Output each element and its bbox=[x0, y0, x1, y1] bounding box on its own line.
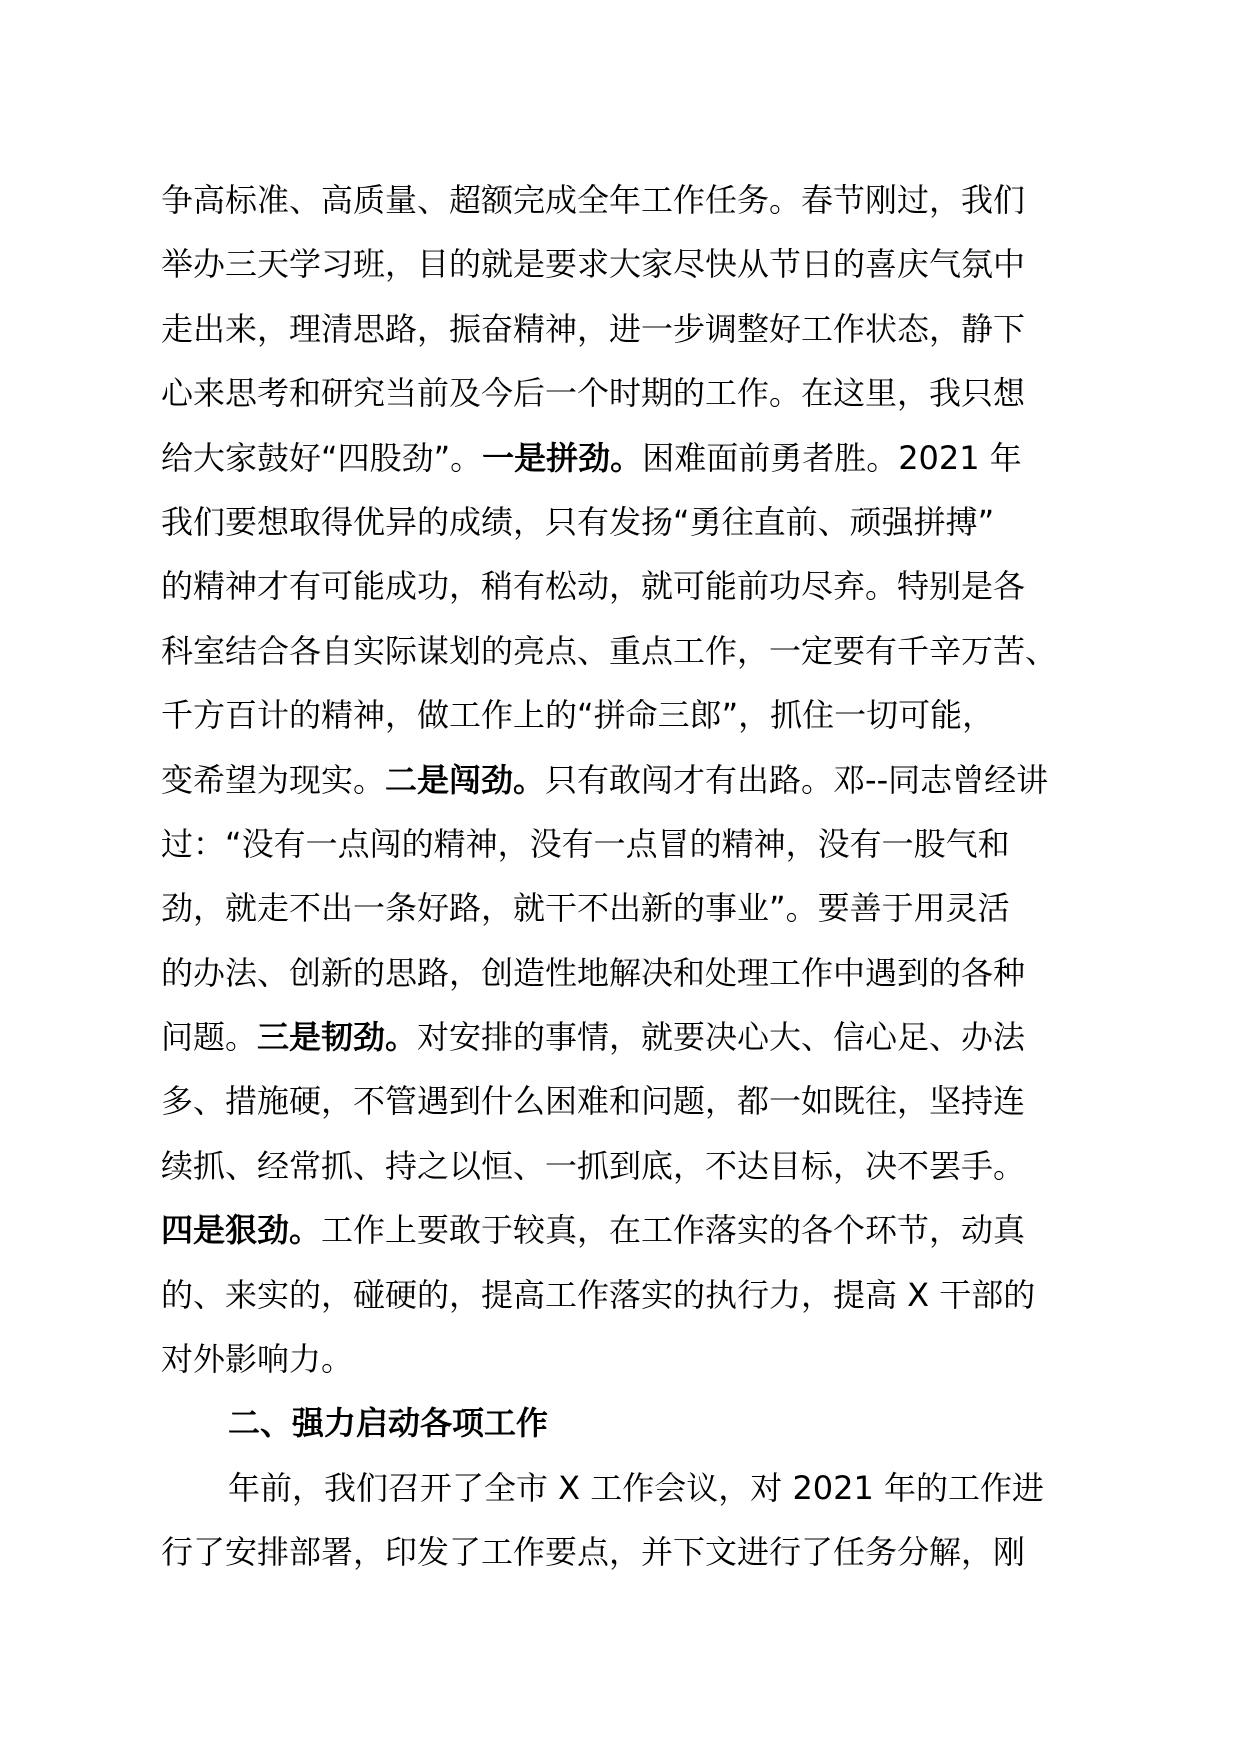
text-segment: 续抓、经常抓、持之以恒、一抓到底，不达目标，决不罢手。 bbox=[161, 1146, 1026, 1185]
text-line bbox=[161, 1456, 1091, 1520]
body-text bbox=[161, 168, 1091, 1585]
text-segment: 的办法、创新的思路，创造性地解决和处理工作中遇到的各种 bbox=[161, 953, 1026, 992]
text-segment: 工作上要敢于较真，在工作落实的各个环节，动真 bbox=[321, 1211, 1026, 1250]
text-segment: 劲，就走不出一条好路，就干不出新的事业”。要善于用灵活 bbox=[161, 889, 1010, 928]
text-line bbox=[161, 1134, 1091, 1198]
text-segment: 举办三天学习班，目的就是要求大家尽快从节日的喜庆气氛中 bbox=[161, 245, 1026, 284]
text-line bbox=[161, 554, 1091, 618]
bold-text-segment: 二是闯劲。 bbox=[385, 760, 546, 799]
text-line bbox=[161, 232, 1091, 296]
text-segment: 给大家鼓好“四股劲”。 bbox=[161, 438, 483, 477]
text-segment: 争高标准、高质量、超额完成全年工作任务。春节刚过，我们 bbox=[161, 181, 1026, 219]
text-segment: 过：“没有一点闯的精神，没有一点冒的精神，没有一股气和 bbox=[161, 824, 1010, 863]
text-segment: 的精神才有可能成功，稍有松动，就可能前功尽弃。特别是各 bbox=[161, 567, 1026, 606]
text-line bbox=[161, 1391, 1091, 1455]
text-line bbox=[161, 490, 1091, 554]
text-line bbox=[161, 941, 1091, 1005]
text-line bbox=[161, 1263, 1091, 1327]
text-segment: 困难面前勇者胜。2021 年 bbox=[642, 438, 1022, 477]
text-line bbox=[161, 748, 1091, 812]
text-segment: 问题。 bbox=[161, 1018, 258, 1057]
text-line bbox=[161, 619, 1091, 683]
text-line bbox=[161, 1069, 1091, 1133]
text-line bbox=[161, 812, 1091, 876]
text-segment: 千方百计的精神，做工作上的“拼命三郎”，抓住一切可能， bbox=[161, 696, 995, 735]
text-line bbox=[161, 1198, 1091, 1262]
text-line bbox=[161, 361, 1091, 425]
bold-text-segment: 三是韧劲。 bbox=[257, 1018, 418, 1057]
text-line bbox=[161, 297, 1091, 361]
bold-text-segment: 一是拼劲。 bbox=[482, 438, 643, 477]
text-segment: 行了安排部署，印发了工作要点，并下文进行了任务分解，刚 bbox=[161, 1533, 1026, 1572]
text-line bbox=[161, 876, 1091, 940]
text-segment: 的、来实的，碰硬的，提高工作落实的执行力，提高 X 干部的 bbox=[161, 1275, 1036, 1314]
text-line bbox=[161, 426, 1091, 490]
text-line bbox=[161, 1005, 1091, 1069]
text-line bbox=[161, 683, 1091, 747]
text-segment: 年前，我们召开了全市 X 工作会议，对 2021 年的工作进 bbox=[228, 1468, 1045, 1507]
text-segment: 走出来，理清思路，振奋精神，进一步调整好工作状态，静下 bbox=[161, 309, 1026, 348]
text-segment: 对安排的事情，就要决心大、信心足、办法 bbox=[417, 1018, 1026, 1057]
text-segment: 对外影响力。 bbox=[161, 1340, 354, 1379]
text-line bbox=[161, 168, 1091, 232]
text-line bbox=[161, 1520, 1091, 1584]
text-segment: 科室结合各自实际谋划的亮点、重点工作，一定要有千辛万苦、 bbox=[161, 631, 1058, 670]
text-segment: 变希望为现实。 bbox=[161, 760, 386, 799]
text-segment: 多、措施硬，不管遇到什么困难和问题，都一如既往，坚持连 bbox=[161, 1082, 1026, 1121]
text-segment: 我们要想取得优异的成绩，只有发扬“勇往直前、顽强拼搏” bbox=[161, 502, 995, 541]
text-segment: 只有敢闯才有出路。邓--同志曾经讲 bbox=[545, 760, 1049, 799]
text-line bbox=[161, 1327, 1091, 1391]
bold-text-segment: 二、强力启动各项工作 bbox=[228, 1404, 549, 1443]
bold-text-segment: 四是狠劲。 bbox=[161, 1211, 322, 1250]
text-segment: 心来思考和研究当前及今后一个时期的工作。在这里，我只想 bbox=[161, 374, 1026, 413]
